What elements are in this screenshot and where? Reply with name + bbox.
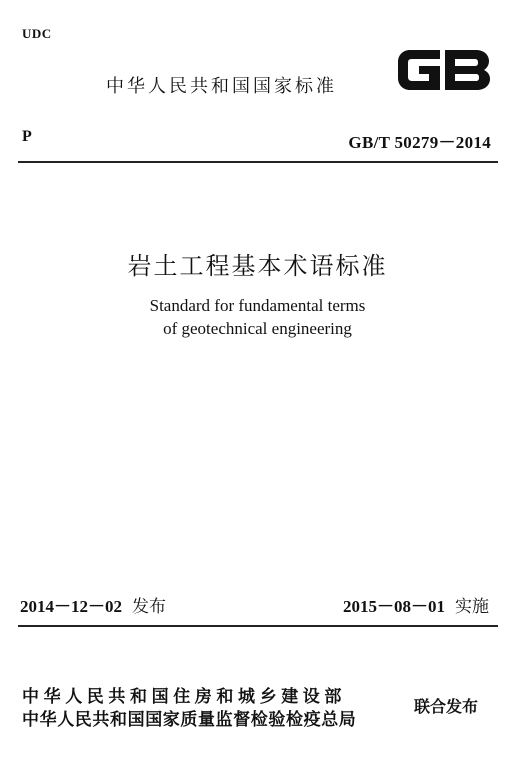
udc-label: UDC xyxy=(22,26,52,41)
issuer-ministry: 中华人民共和国住房和城乡建设部 xyxy=(22,687,346,707)
standard-number: GB/T 50279－2014 xyxy=(348,133,491,152)
joint-release-label: 联合发布 xyxy=(414,697,479,716)
gb-logo-text: GB xyxy=(396,44,398,45)
issue-label: 发布 xyxy=(132,597,166,617)
national-standard-heading: 中华人民共和国国家标准 xyxy=(106,76,337,97)
issue-date: 2014－12－02 xyxy=(20,597,122,616)
top-divider xyxy=(18,161,498,163)
english-title xyxy=(0,294,515,340)
chinese-title: 岩土工程基本术语标准 xyxy=(127,252,388,280)
english-title-line-2: of geotechnical engineering xyxy=(163,319,352,338)
gb-logo xyxy=(396,44,492,96)
category-code: P xyxy=(22,128,32,145)
implement-label: 实施 xyxy=(455,597,489,617)
english-title-line-1: Standard for fundamental terms xyxy=(149,296,366,315)
implement-date-block xyxy=(343,592,489,617)
issuer-aqsiq: 中华人民共和国国家质量监督检验检疫总局 xyxy=(22,710,357,730)
bottom-divider xyxy=(18,625,498,627)
implement-date: 2015－08－01 xyxy=(343,597,445,616)
issue-date-block xyxy=(20,592,166,617)
